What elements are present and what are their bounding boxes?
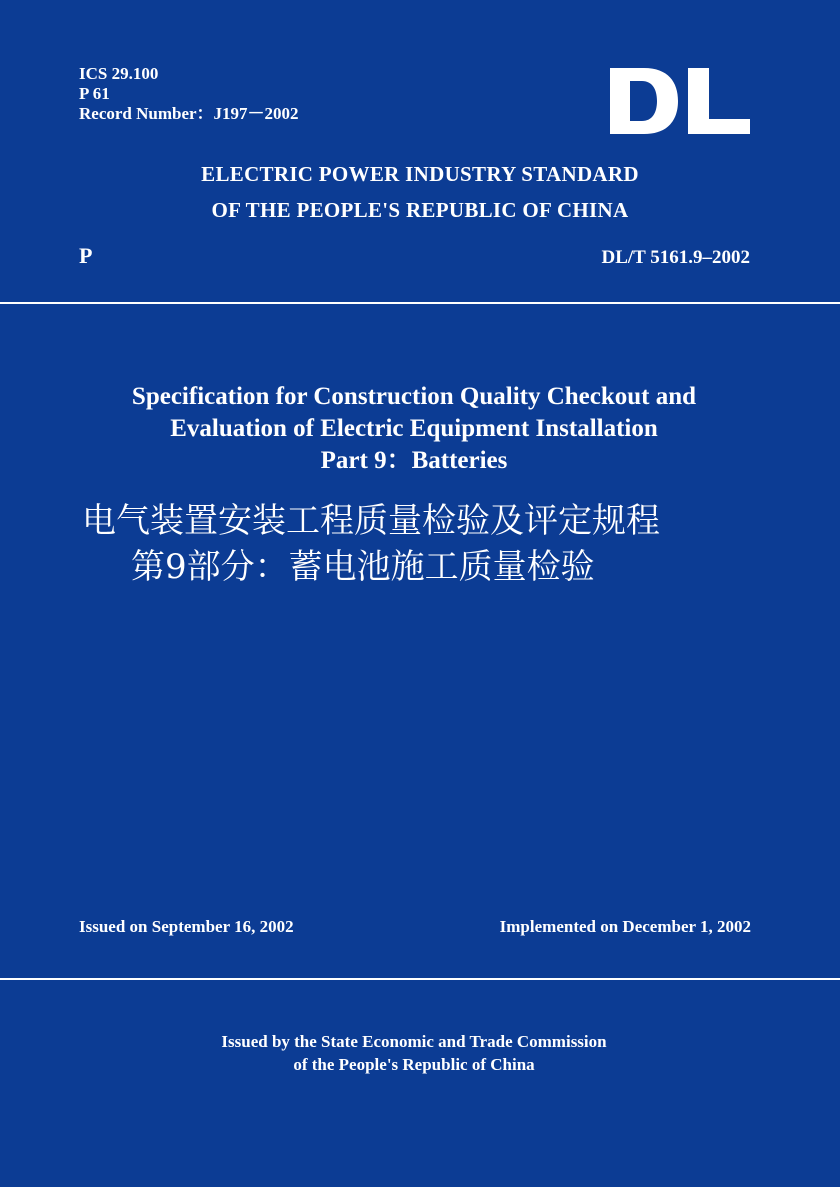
standard-number: DL/T 5161.9–2002 [601,247,750,268]
english-title-line-2: Evaluation of Electric Equipment Installation [170,415,658,442]
dl-logo [608,68,752,134]
issuer-line-1: Issued by the State Economic and Trade Commission [221,1032,607,1051]
ics-code: ICS 29.100 [79,64,159,83]
class-code: P 61 [79,84,110,103]
record-number: Record Number：J197－2002 [79,104,299,123]
divider-bottom [0,978,840,980]
issuer-line-2: of the People's Republic of China [293,1055,535,1074]
implemented-date: Implemented on December 1, 2002 [499,917,751,936]
issuer [0,1030,828,1076]
issued-date: Issued on September 16, 2002 [79,917,294,936]
english-title-line-3: Part 9：Batteries [320,447,508,474]
organization-line-1: ELECTRIC POWER INDUSTRY STANDARD [201,162,639,186]
standard-metadata [79,64,299,124]
classification-letter: P [79,243,93,268]
chinese-title-line-2: 第9部分：蓄电池施工质量检验 [131,547,595,587]
english-title-line-1: Specification for Construction Quality Checkout and [131,383,697,410]
chinese-title-line-1: 电气装置安装工程质量检验及评定规程 [82,501,660,541]
divider-top [0,302,840,304]
english-title [0,381,828,477]
organization-line-2: OF THE PEOPLE'S REPUBLIC OF CHINA [211,198,629,222]
